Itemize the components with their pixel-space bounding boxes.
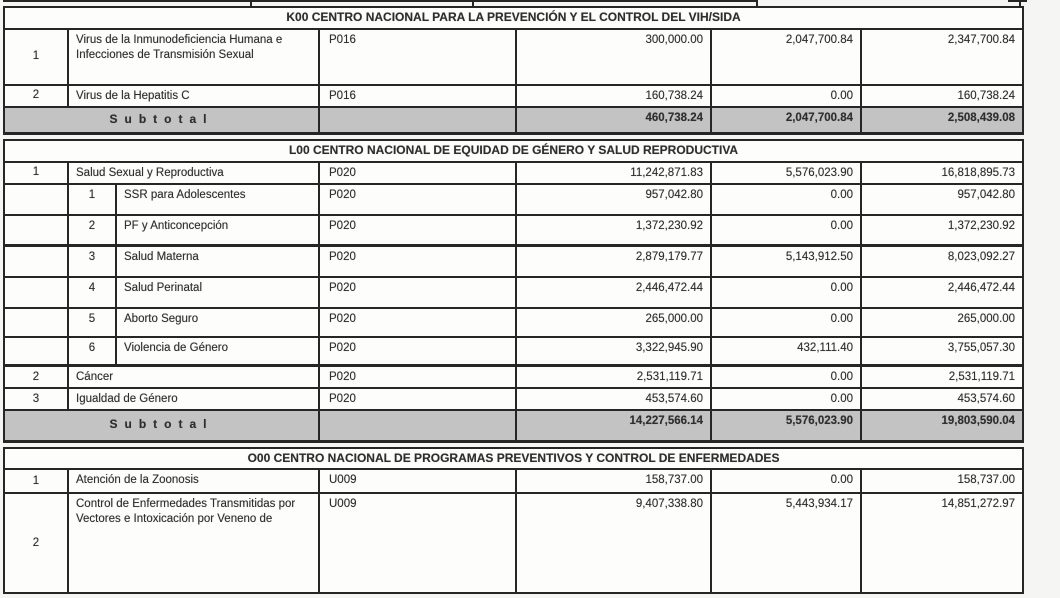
program-code-cell: P016 (319, 29, 516, 85)
row-number-cell: 3 (4, 388, 68, 410)
section-header-row (4, 448, 1023, 470)
amount-total-cell: 265,000.00 (861, 308, 1023, 337)
subtotal-row (4, 107, 1023, 134)
program-code-cell: P020 (319, 388, 516, 410)
row-number-empty-cell (4, 277, 68, 308)
amount-total-cell: 8,023,092.27 (861, 246, 1023, 277)
table-edge-tick (472, 0, 474, 6)
program-row (4, 246, 1023, 277)
section-header-title: K00 CENTRO NACIONAL PARA LA PREVENCIÓN Y EL CONTROL DEL VIH/SIDA (4, 7, 1023, 29)
program-code-cell (319, 410, 516, 441)
subprogram-name-cell: Salud Materna (116, 246, 319, 277)
sub-row-number-cell: 1 (68, 184, 116, 215)
amount-original-cell: 460,738.24 (516, 107, 711, 134)
program-code-cell: P020 (319, 308, 516, 337)
amount-total-cell: 2,446,472.44 (861, 277, 1023, 308)
program-row (4, 184, 1023, 215)
subprogram-name-cell: Violencia de Género (116, 337, 319, 366)
amount-modified-cell: 0.00 (711, 85, 861, 107)
section-header-row (4, 7, 1023, 29)
row-number-empty-cell (4, 215, 68, 246)
program-name-cell: Atención de la Zoonosis (68, 469, 319, 493)
amount-total-cell: 957,042.80 (861, 184, 1023, 215)
amount-original-cell: 14,227,566.14 (516, 410, 711, 441)
program-code-cell: P016 (319, 85, 516, 107)
amount-total-cell: 16,818,895.73 (861, 162, 1023, 184)
program-code-cell: U009 (319, 493, 516, 593)
program-code-cell: P020 (319, 277, 516, 308)
row-number-empty-cell (4, 337, 68, 366)
program-code-cell: P020 (319, 246, 516, 277)
amount-modified-cell: 432,111.40 (711, 337, 861, 366)
program-name-cell: Cáncer (68, 366, 319, 388)
amount-modified-cell: 0.00 (711, 308, 861, 337)
program-row (4, 469, 1023, 493)
budget-tables-container (0, 6, 1060, 594)
amount-original-cell: 3,322,945.90 (516, 337, 711, 366)
amount-original-cell: 11,242,871.83 (516, 162, 711, 184)
amount-total-cell: 2,347,700.84 (861, 29, 1023, 85)
amount-modified-cell: 0.00 (711, 215, 861, 246)
sub-row-number-cell: 5 (68, 308, 116, 337)
amount-original-cell: 2,446,472.44 (516, 277, 711, 308)
program-row (4, 277, 1023, 308)
subtotal-row (4, 410, 1023, 441)
sub-row-number-cell: 4 (68, 277, 116, 308)
budget-table-L00 (3, 139, 1024, 442)
amount-total-cell: 19,803,590.04 (861, 410, 1023, 441)
amount-modified-cell: 0.00 (711, 184, 861, 215)
subprogram-name-cell: Salud Perinatal (116, 277, 319, 308)
sub-row-number-cell: 6 (68, 337, 116, 366)
budget-table-K00 (3, 6, 1024, 135)
amount-total-cell: 14,851,272.97 (861, 493, 1023, 593)
amount-total-cell: 158,737.00 (861, 469, 1023, 493)
page-edge-line (3, 0, 757, 2)
table-edge-tick (1019, 0, 1021, 6)
section-header-title: O00 CENTRO NACIONAL DE PROGRAMAS PREVENTIVOS Y CONTROL DE ENFERMEDADES (4, 448, 1023, 470)
program-row (4, 366, 1023, 388)
subprogram-name-cell: SSR para Adolescentes (116, 184, 319, 215)
table-edge-tick (250, 0, 252, 6)
row-number-cell: 2 (4, 493, 68, 593)
row-number-cell: 1 (4, 29, 68, 85)
page-edge-line (1008, 0, 1027, 2)
row-number-cell: 1 (4, 162, 68, 184)
amount-original-cell: 9,407,338.80 (516, 493, 711, 593)
program-code-cell: P020 (319, 215, 516, 246)
amount-original-cell: 300,000.00 (516, 29, 711, 85)
program-row (4, 29, 1023, 85)
amount-modified-cell: 0.00 (711, 388, 861, 410)
program-code-cell: U009 (319, 469, 516, 493)
amount-original-cell: 265,000.00 (516, 308, 711, 337)
program-row (4, 308, 1023, 337)
amount-total-cell: 1,372,230.92 (861, 215, 1023, 246)
table-edge-tick (756, 0, 758, 6)
amount-original-cell: 160,738.24 (516, 85, 711, 107)
budget-table-O00 (3, 447, 1024, 595)
amount-modified-cell: 0.00 (711, 366, 861, 388)
row-number-cell: 2 (4, 85, 68, 107)
amount-modified-cell: 5,576,023.90 (711, 410, 861, 441)
program-name-cell: Virus de la Inmunodeficiencia Humana e Infecciones de Transmisión Sexual (68, 29, 319, 85)
subtotal-label-cell: Subtotal (4, 410, 319, 441)
section-header-title: L00 CENTRO NACIONAL DE EQUIDAD DE GÉNERO Y SALUD REPRODUCTIVA (4, 140, 1023, 162)
program-code-cell: P020 (319, 162, 516, 184)
previous-row-fragment (0, 0, 1060, 6)
subprogram-name-cell: Aborto Seguro (116, 308, 319, 337)
program-row (4, 337, 1023, 366)
row-number-cell: 2 (4, 366, 68, 388)
amount-total-cell: 160,738.24 (861, 85, 1023, 107)
program-row (4, 162, 1023, 184)
amount-total-cell: 3,755,057.30 (861, 337, 1023, 366)
amount-modified-cell: 0.00 (711, 277, 861, 308)
program-row (4, 388, 1023, 410)
program-row (4, 493, 1023, 593)
amount-original-cell: 1,372,230.92 (516, 215, 711, 246)
program-name-cell: Salud Sexual y Reproductiva (68, 162, 319, 184)
subprogram-name-cell: PF y Anticoncepción (116, 215, 319, 246)
amount-original-cell: 2,879,179.77 (516, 246, 711, 277)
amount-total-cell: 453,574.60 (861, 388, 1023, 410)
amount-modified-cell: 2,047,700.84 (711, 107, 861, 134)
program-code-cell: P020 (319, 366, 516, 388)
program-row (4, 215, 1023, 246)
program-name-cell: Igualdad de Género (68, 388, 319, 410)
program-name-cell: Control de Enfermedades Transmitidas por Vectores e Intoxicación por Veneno de (68, 493, 319, 593)
amount-modified-cell: 5,143,912.50 (711, 246, 861, 277)
amount-modified-cell: 0.00 (711, 469, 861, 493)
amount-modified-cell: 5,576,023.90 (711, 162, 861, 184)
sub-row-number-cell: 3 (68, 246, 116, 277)
amount-original-cell: 158,737.00 (516, 469, 711, 493)
amount-total-cell: 2,531,119.71 (861, 366, 1023, 388)
row-number-empty-cell (4, 246, 68, 277)
program-row (4, 85, 1023, 107)
amount-modified-cell: 2,047,700.84 (711, 29, 861, 85)
sub-row-number-cell: 2 (68, 215, 116, 246)
amount-original-cell: 453,574.60 (516, 388, 711, 410)
amount-original-cell: 2,531,119.71 (516, 366, 711, 388)
amount-total-cell: 2,508,439.08 (861, 107, 1023, 134)
program-code-cell: P020 (319, 184, 516, 215)
amount-original-cell: 957,042.80 (516, 184, 711, 215)
row-number-empty-cell (4, 184, 68, 215)
row-number-empty-cell (4, 308, 68, 337)
subtotal-label-cell: Subtotal (4, 107, 319, 134)
row-number-cell: 1 (4, 469, 68, 493)
amount-modified-cell: 5,443,934.17 (711, 493, 861, 593)
program-code-cell (319, 107, 516, 134)
section-header-row (4, 140, 1023, 162)
program-name-cell: Virus de la Hepatitis C (68, 85, 319, 107)
program-code-cell: P020 (319, 337, 516, 366)
